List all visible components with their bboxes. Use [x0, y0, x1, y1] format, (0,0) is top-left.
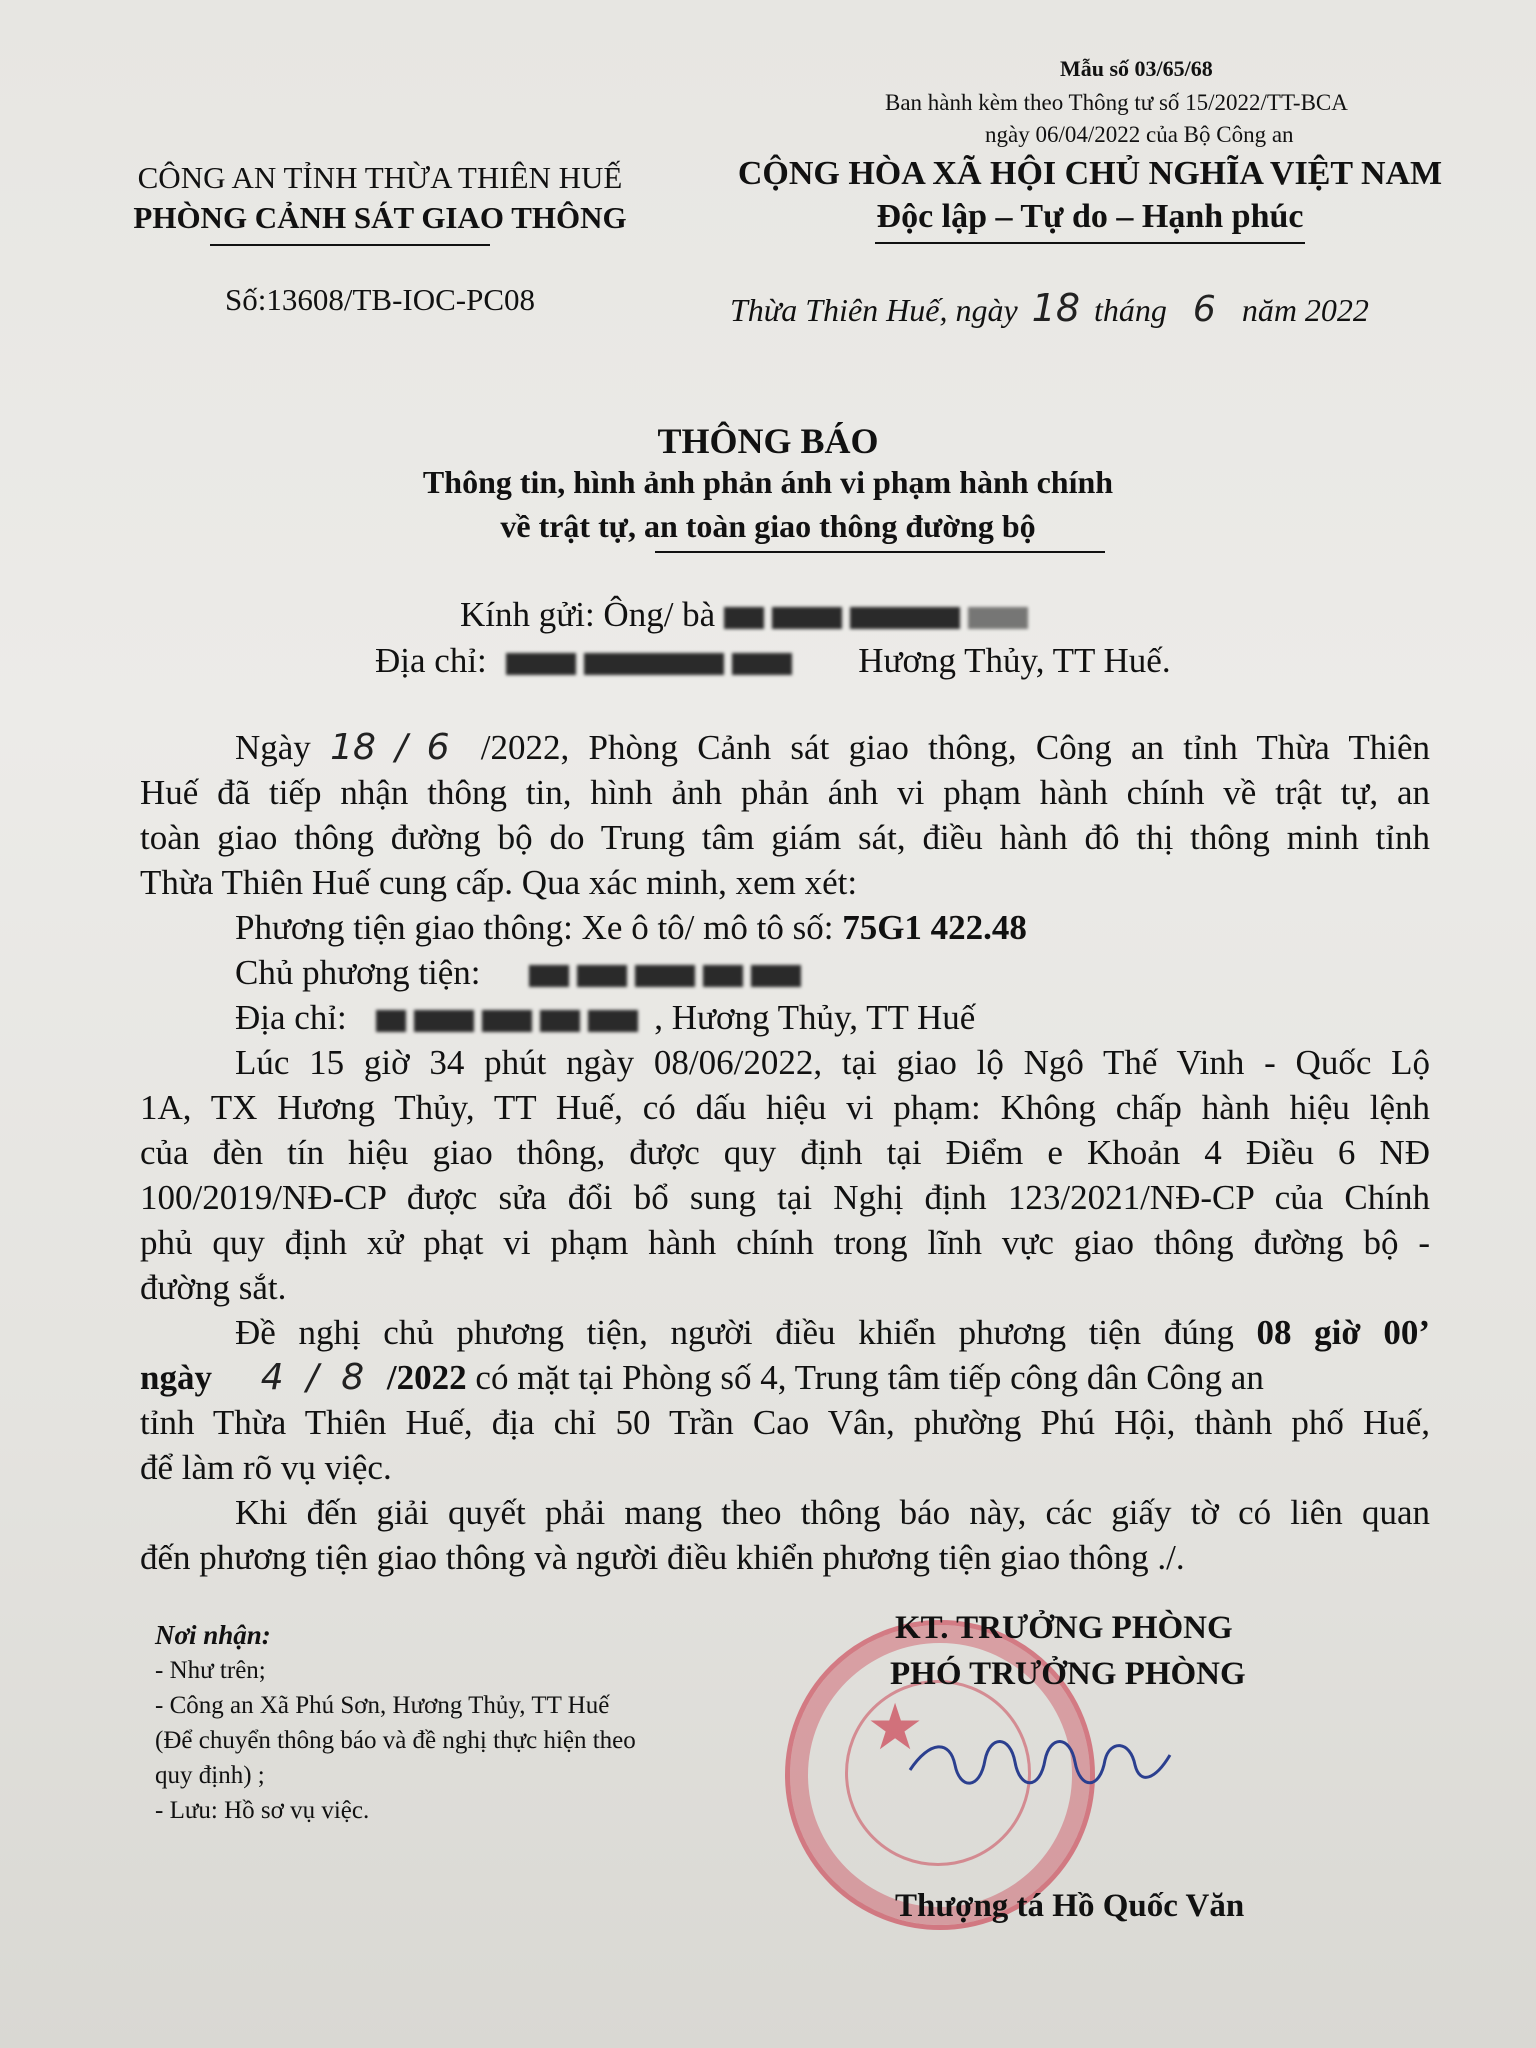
date-day: 18	[1031, 286, 1081, 330]
address-tail: Hương Thủy, TT Huế.	[858, 641, 1171, 680]
paragraph-2-line-2: 1A, TX Hương Thủy, TT Huế, có dấu hiệu vi phạm: Không chấp hành hiệu lệnh	[140, 1088, 1430, 1127]
seal-star-icon: ★	[866, 1692, 924, 1763]
owner-label: Chủ phương tiện:	[235, 953, 481, 992]
state-name: CỘNG HÒA XÃ HỘI CHỦ NGHĨA VIỆT NAM	[737, 155, 1443, 192]
date-month-label: tháng	[1094, 292, 1167, 328]
p3-year: /2022	[386, 1358, 467, 1397]
form-issued-line1: Ban hành kèm theo Thông tư số 15/2022/TT-BCA	[885, 90, 1348, 115]
paragraph-3-line-2	[140, 1355, 1430, 1400]
p1-month: 6	[426, 727, 450, 768]
paragraph-4-line-2: đến phương tiện giao thông và người điều khiển phương tiện giao thông ./.	[140, 1538, 1185, 1577]
p3-l2-a: ngày	[140, 1358, 212, 1397]
agency-name: CÔNG AN TỈNH THỪA THIÊN HUẾ	[137, 160, 623, 195]
state-motto: Độc lập – Tự do – Hạnh phúc	[876, 198, 1304, 235]
recipient-item: - Lưu: Hồ sơ vụ việc.	[155, 1797, 370, 1824]
vehicle-line	[235, 905, 1027, 950]
p3-appointment-time: 08 giờ 00’	[1256, 1313, 1430, 1352]
address-label: Địa chỉ:	[375, 641, 487, 680]
form-number: Mẫu số 03/65/68	[1060, 56, 1213, 81]
paragraph-2-line-3: của đèn tín hiệu giao thông, được quy định tại Điểm e Khoản 4 Điều 6 NĐ	[140, 1133, 1430, 1172]
p3-month: 8	[341, 1357, 365, 1398]
vehicle-plate: 75G1 422.48	[842, 908, 1027, 947]
state-underline	[875, 242, 1305, 244]
agency-department: PHÒNG CẢNH SÁT GIAO THÔNG	[133, 200, 627, 235]
p3-sep: /	[306, 1357, 319, 1398]
paragraph-1-line-1	[235, 725, 1430, 770]
p1-prefix: Ngày	[235, 728, 311, 767]
greeting-line	[460, 592, 1036, 637]
p1-sep: /	[395, 727, 408, 768]
notice-subtitle-1: Thông tin, hình ảnh phản ánh vi phạm hành chính	[422, 464, 1114, 500]
p1-day: 18	[330, 727, 376, 768]
recipient-item: - Như trên;	[155, 1657, 266, 1684]
p1-rest: /2022, Phòng Cảnh sát giao thông, Công an tỉnh Thừa Thiên	[480, 728, 1431, 767]
paragraph-1-line-3: toàn giao thông đường bộ do Trung tâm giám sát, điều hành đô thị thông minh tỉnh	[140, 818, 1430, 857]
paragraph-3-line-1	[235, 1310, 1430, 1355]
p3-l1-a: Đề nghị chủ phương tiện, người điều khiển phương tiện đúng	[235, 1313, 1234, 1352]
date-prefix: Thừa Thiên Huế, ngày	[730, 292, 1018, 328]
recipients-title: Nơi nhận:	[155, 1620, 271, 1650]
document-date	[730, 286, 1369, 330]
signature-line-2: PHÓ TRƯỞNG PHÒNG	[890, 1656, 1246, 1692]
title-underline	[655, 551, 1105, 553]
date-year: năm 2022	[1241, 292, 1369, 328]
vehicle-label: Phương tiện giao thông: Xe ô tô/ mô tô số:	[235, 908, 834, 947]
owner-address-label: Địa chỉ:	[235, 998, 347, 1037]
form-issued-line2: ngày 06/04/2022 của Bộ Công an	[985, 122, 1294, 147]
date-month: 6	[1192, 289, 1216, 330]
signer-name: Thượng tá Hồ Quốc Văn	[895, 1888, 1245, 1924]
p3-day: 4	[260, 1357, 284, 1398]
paragraph-3-line-4: để làm rõ vụ việc.	[140, 1448, 392, 1487]
document-number: Số:13608/TB-IOC-PC08	[224, 282, 536, 317]
paragraph-3-line-3: tỉnh Thừa Thiên Huế, địa chỉ 50 Trần Cao Vân, phường Phú Hội, thành phố Huế,	[140, 1403, 1430, 1442]
p3-l2-c: có mặt tại Phòng số 4, Trung tâm tiếp công dân Công an	[475, 1358, 1264, 1397]
paragraph-2-line-1: Lúc 15 giờ 34 phút ngày 08/06/2022, tại giao lộ Ngô Thế Vinh - Quốc Lộ	[235, 1043, 1430, 1082]
paragraph-2-line-6: đường sắt.	[140, 1268, 287, 1307]
recipient-address-line	[375, 638, 1171, 683]
notice-title: THÔNG BÁO	[657, 421, 879, 461]
paragraph-4-line-1: Khi đến giải quyết phải mang theo thông báo này, các giấy tờ có liên quan	[235, 1493, 1430, 1532]
recipient-item: quy định) ;	[155, 1762, 265, 1789]
recipient-item: (Để chuyển thông báo và đề nghị thực hiện theo	[155, 1727, 636, 1754]
paragraph-1-line-2: Huế đã tiếp nhận thông tin, hình ảnh phản ánh vi phạm hành chính về trật tự, an	[140, 773, 1430, 812]
handwritten-signature	[900, 1700, 1200, 1820]
signature-line-1: KT. TRƯỞNG PHÒNG	[895, 1610, 1233, 1646]
agency-underline	[210, 244, 490, 246]
paragraph-2-line-4: 100/2019/NĐ-CP được sửa đổi bổ sung tại Nghị định 123/2021/NĐ-CP của Chính	[140, 1178, 1430, 1217]
paragraph-1-line-4: Thừa Thiên Huế cung cấp. Qua xác minh, xem xét:	[140, 863, 858, 902]
owner-address-tail: , Hương Thủy, TT Huế	[654, 998, 976, 1037]
notice-subtitle-2: về trật tự, an toàn giao thông đường bộ	[500, 508, 1036, 544]
owner-line	[235, 950, 809, 995]
greeting-label: Kính gửi: Ông/ bà	[460, 595, 716, 634]
paragraph-2-line-5: phủ quy định xử phạt vi phạm hành chính trong lĩnh vực giao thông đường bộ -	[140, 1223, 1430, 1262]
recipient-item: - Công an Xã Phú Sơn, Hương Thủy, TT Huế	[155, 1692, 610, 1719]
owner-address-line	[235, 995, 975, 1040]
